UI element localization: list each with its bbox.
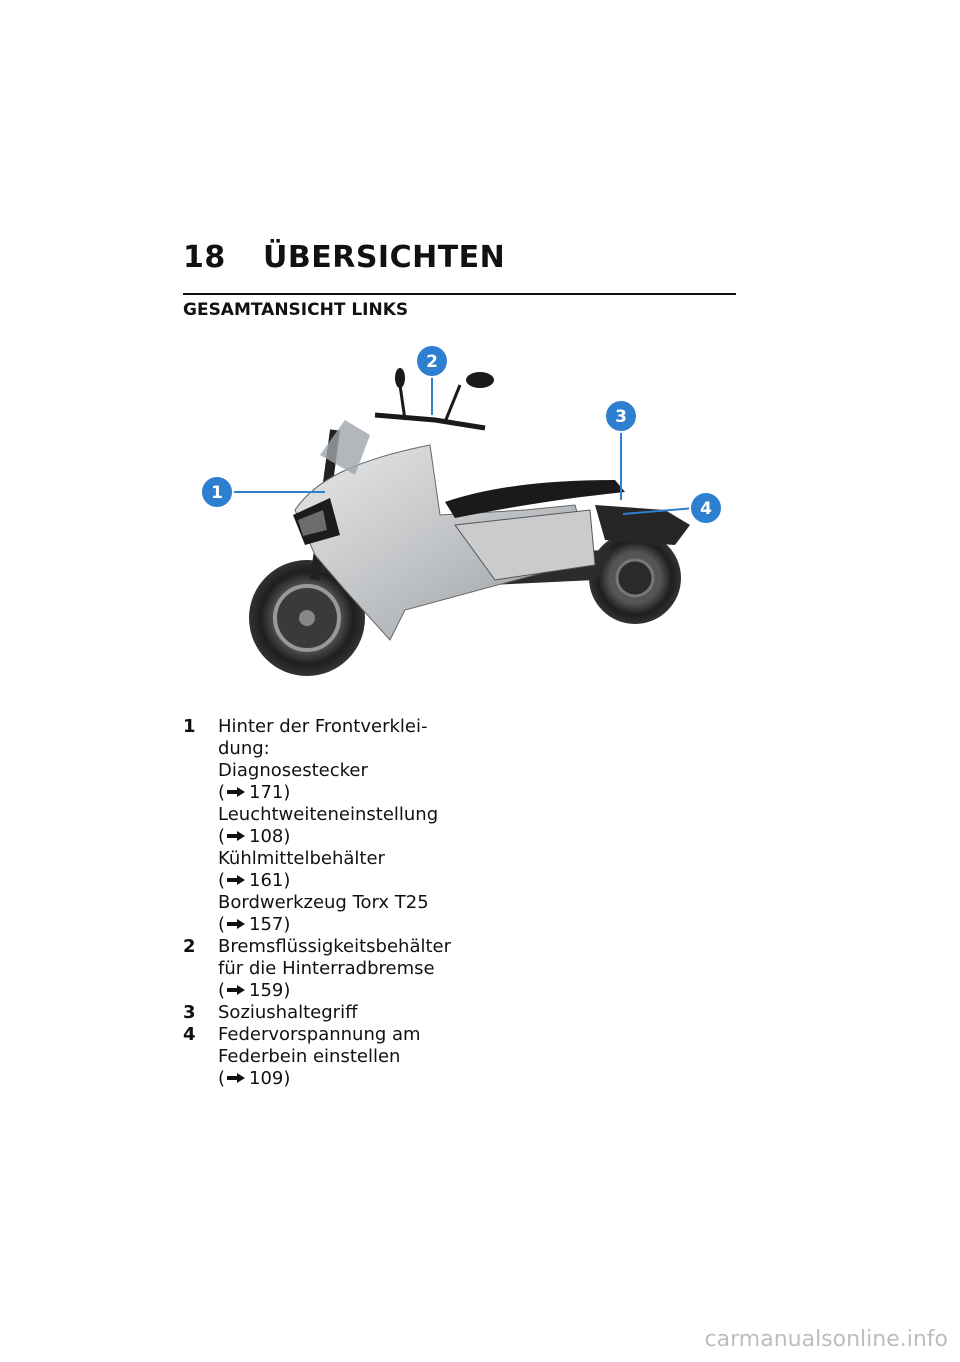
page-reference[interactable]: ( 108) (218, 826, 291, 847)
legend-text: Kühlmittelbehälter (218, 848, 385, 869)
heading-rule (183, 293, 736, 295)
callout-3 (605, 400, 637, 432)
page-reference[interactable]: ( 159) (218, 980, 291, 1001)
legend-text: Bremsflüssigkeitsbehälter (218, 936, 452, 957)
legend-item-2 (183, 936, 483, 1002)
legend-text: Hinter der Frontverklei- (218, 716, 428, 737)
page-arrow-icon (227, 787, 245, 797)
legend-text: Soziushaltegriff (218, 1002, 358, 1023)
legend-text: Bordwerkzeug Torx T25 (218, 892, 429, 913)
page-arrow-icon (227, 831, 245, 841)
svg-text:4: 4 (700, 499, 712, 519)
watermark: carmanualsonline.info (704, 1327, 948, 1352)
page-arrow-icon (227, 919, 245, 929)
legend-item-1 (183, 716, 483, 936)
svg-text:3: 3 (615, 407, 627, 427)
page-ref-number: 157 (249, 914, 284, 935)
legend-text: für die Hinterradbremse (218, 958, 435, 979)
legend-text: Diagnosestecker (218, 760, 368, 781)
page-arrow-icon (227, 985, 245, 995)
legend-number: 3 (183, 1002, 196, 1023)
callout-1 (201, 476, 233, 508)
page-reference[interactable]: ( 161) (218, 870, 291, 891)
section-title: GESAMTANSICHT LINKS (183, 300, 409, 320)
legend-text: Federbein einstellen (218, 1046, 401, 1067)
page-ref-number: 171 (249, 782, 284, 803)
legend-number: 4 (183, 1024, 196, 1045)
page-ref-number: 161 (249, 870, 284, 891)
chapter-heading (183, 240, 505, 275)
page-reference[interactable]: ( 157) (218, 914, 291, 935)
legend-number: 1 (183, 716, 196, 737)
legend-list (183, 716, 483, 1090)
page-number: 18 (183, 240, 226, 275)
scooter-illustration (195, 340, 740, 685)
legend-item-3 (183, 1002, 483, 1024)
callout-4 (690, 492, 722, 524)
scooter-figure (195, 340, 740, 685)
legend-text: Federvorspannung am (218, 1024, 421, 1045)
legend-text: dung: (218, 738, 270, 759)
page-ref-number: 159 (249, 980, 284, 1001)
chapter-title: ÜBERSICHTEN (263, 240, 506, 275)
legend-number: 2 (183, 936, 196, 957)
page-reference[interactable]: ( 109) (218, 1068, 291, 1089)
legend-item-4 (183, 1024, 483, 1090)
page-arrow-icon (227, 875, 245, 885)
page-reference[interactable]: ( 171) (218, 782, 291, 803)
legend-text: Leuchtweiteneinstellung (218, 804, 439, 825)
page-ref-number: 109 (249, 1068, 284, 1089)
page-ref-number: 108 (249, 826, 284, 847)
svg-text:1: 1 (211, 483, 223, 503)
callout-2 (416, 345, 448, 377)
page-arrow-icon (227, 1073, 245, 1083)
svg-text:2: 2 (426, 352, 438, 372)
